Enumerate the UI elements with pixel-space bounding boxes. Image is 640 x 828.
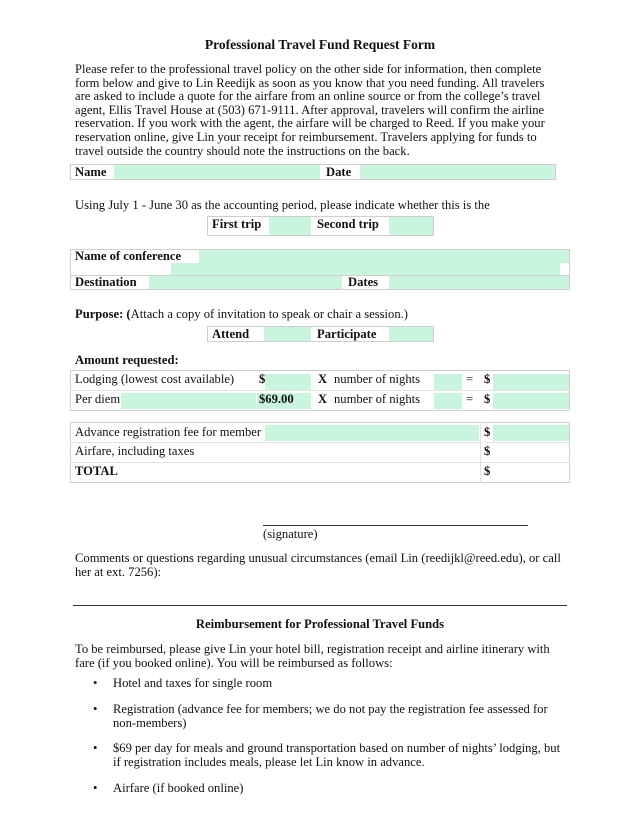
reimbursement-heading: Reimbursement for Professional Travel Funds (195, 617, 445, 631)
lodging-times: X (318, 372, 328, 386)
lodging-total-field[interactable] (493, 374, 569, 390)
reimbursement-item: • Registration (advance fee for members; we do not pay the registration fee assessed for non-members) (75, 703, 565, 731)
second-trip-field[interactable] (389, 217, 433, 235)
first-trip-label: First trip (212, 217, 262, 231)
accounting-text: Using July 1 - June 30 as the accounting period, please indicate whether this is the (75, 198, 490, 212)
registration-dollar: $ (484, 425, 491, 439)
per-diem-nights-label: number of nights (334, 392, 421, 406)
comments-text: Comments or questions regarding unusual circumstances (email Lin (reedijkl@reed.edu), or call her at ext. 7256): (75, 551, 561, 579)
amount-requested-label: Amount requested: (75, 353, 179, 367)
per-diem-times: X (318, 392, 328, 406)
intro-paragraph: Please refer to the professional travel policy on the other side for information, then complete form below and give to Lin Reedijk as soon as you know that you need funding. All travelers are asked to include a quote for the airfare from an online source or from the college’s travel agent, Ellis Travel House at (503) 671-9111. After approval, travelers will confirm the airline reservation. If you work with the agent, the airfare will be charged to Reed. If you make your reservation online, give Lin your receipt for reimbursement. Travelers applying for funds to travel outside the country should note the instructions on the back. (75, 62, 545, 158)
dates-label: Dates (348, 275, 379, 289)
purpose-instructions: Attach a copy of invitation to speak or chair a session.) (130, 307, 408, 321)
name-label: Name (75, 165, 107, 179)
destination-label: Destination (75, 275, 137, 289)
per-diem-total-field[interactable] (493, 393, 569, 409)
signature-line[interactable] (263, 525, 528, 526)
lodging-total-dollar: $ (484, 372, 491, 386)
total-label: TOTAL (75, 464, 118, 478)
lodging-nights-field[interactable] (434, 374, 462, 390)
per-diem-equals: = (466, 392, 474, 406)
per-diem-nights-field[interactable] (434, 393, 462, 409)
destination-field[interactable] (149, 276, 342, 289)
second-trip-label: Second trip (317, 217, 379, 231)
form-title: Professional Travel Fund Request Form (204, 37, 436, 52)
signature-label: (signature) (263, 527, 318, 541)
lodging-rate-field[interactable] (265, 374, 311, 390)
registration-label: Advance registration fee for member (75, 425, 262, 439)
per-diem-days-field[interactable] (121, 393, 256, 409)
reimbursement-item: • Hotel and taxes for single room (75, 677, 565, 691)
reimbursement-item: • Airfare (if booked online) (75, 782, 565, 796)
conference-field-2[interactable] (171, 263, 560, 275)
attend-field[interactable] (264, 327, 311, 341)
lodging-nights-label: number of nights (334, 372, 421, 386)
participate-label: Participate (317, 327, 377, 341)
lodging-table-divider (70, 390, 570, 391)
airfare-label: Airfare, including taxes (75, 444, 195, 458)
total-dollar: $ (484, 464, 491, 478)
reimbursement-list (75, 677, 565, 803)
lodging-label: Lodging (lowest cost available) (75, 372, 235, 386)
reimbursement-intro: To be reimbursed, please give Lin your hotel bill, registration receipt and airline itinerary with fare (if you booked online). You will be reimbursed as follows: (75, 642, 550, 670)
conference-field-1[interactable] (199, 250, 569, 263)
participate-field[interactable] (389, 327, 433, 341)
fees-divider-1 (70, 442, 570, 443)
fees-column-divider (480, 422, 481, 483)
per-diem-label: Per diem (75, 392, 121, 406)
conference-label: Name of conference (75, 249, 182, 263)
first-trip-field[interactable] (269, 217, 311, 235)
section-divider (73, 605, 567, 606)
lodging-dollar: $ (259, 372, 266, 386)
date-label: Date (326, 165, 352, 179)
name-field[interactable] (114, 165, 320, 179)
purpose-text (75, 307, 408, 322)
attend-label: Attend (212, 327, 250, 341)
per-diem-total-dollar: $ (484, 392, 491, 406)
dates-field[interactable] (389, 276, 569, 289)
fees-divider-2 (70, 462, 570, 463)
reimbursement-item: • $69 per day for meals and ground transportation based on number of nights’ lodging, but if registration includes meals, please let Lin know in advance. (75, 742, 565, 770)
registration-total-field[interactable] (493, 425, 569, 441)
date-field[interactable] (360, 165, 555, 179)
registration-field[interactable] (265, 425, 479, 441)
airfare-dollar: $ (484, 444, 491, 458)
per-diem-rate-value: $69.00 (259, 392, 294, 406)
purpose-label: Purpose: ( (75, 307, 131, 321)
lodging-equals: = (466, 372, 474, 386)
